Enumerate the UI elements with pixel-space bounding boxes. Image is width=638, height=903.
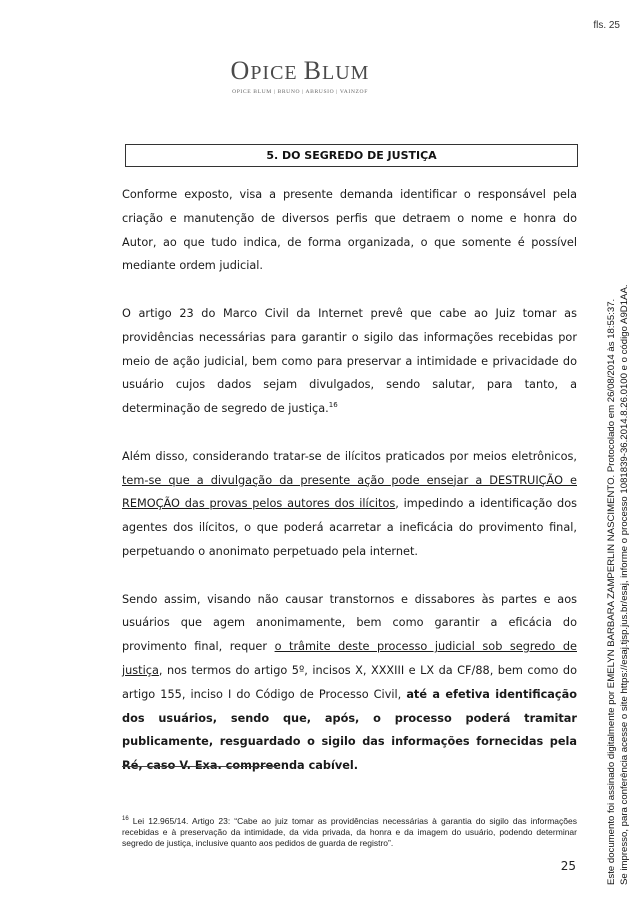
document-body: [122, 183, 577, 778]
footnote-number: 16: [122, 816, 129, 823]
bold-text: até a efetiva identificação dos usuários, sendo que, após, o processo poderá tramitar publicamente, resguardado o sigilo das informações fornecidas pela Ré, caso V. Exa. compreenda cabível.: [122, 687, 577, 773]
paragraph-3: Além disso, considerando tratar-se de ilícitos praticados por meios eletrônicos, tem-se que a divulgação da presente ação pode ensejar a DESTRUIÇÃO e REMOÇÃO das provas pelos autores dos ilícitos, impedindo a identificação dos agentes dos ilícitos, o que poderá acarretar a ineficácia do provimento final, perpetuando o anonimato perpetuado pela internet.: [122, 449, 578, 558]
signature-stamp: [605, 5, 631, 885]
page-number: 25: [560, 859, 576, 873]
firm-logo: [0, 58, 600, 95]
logo-subtitle: OPICE BLUM | BRUNO | ABRUSIO | VAINZOF: [232, 89, 368, 95]
underlined-text: o trâmite deste processo judicial sob segredo de justiça: [122, 640, 577, 677]
footnote: $^{16}$ Lei 12.965/14. Artigo 23: “Cabe ao juiz tomar as providências necessárias à garantia do sigilo das informações recebidas e à preservação da intimidade, da vida privada, da honra e da imagem do usuário, podendo determinar segredo de justiça, inclusive quanto aos pedidos de guarda de registro”.: [122, 816, 577, 848]
stamp-line-2: Se impresso, para conferência acesse o site https://esaj.tjsp.jus.br/esaj, informe o processo 1081839-36.2014.8.26.0100 e o código A9D1AA.: [619, 284, 630, 885]
paragraph-1: Conforme exposto, visa a presente demanda identificar o responsável pela criação e manutenção de diversos perfis que detraem o nome e honra do Autor, ao que tudo indica, de forma organizada, o que somente é possível mediante ordem judicial.: [122, 188, 577, 273]
footnote-ref: 16: [328, 401, 338, 410]
folio-label: fls. 25: [593, 20, 620, 31]
paragraph-4: Sendo assim, visando não causar transtornos e dissabores às partes e aos usuários que agem anonimamente, bem como garantir a eficácia do provimento final, requer o trâmite deste processo judicial sob segredo de justiça, nos termos do artigo 5º, incisos X, XXXIII e LX da CF/88, bem como do artigo 155, inciso I do Código de Processo Civil, até a efetiva identificação dos usuários, sendo que, após, o processo poderá tramitar publicamente, resguardado o sigilo das informações fornecidas pela Ré, caso V. Exa. compreenda cabível.: [122, 592, 577, 773]
underlined-text: tem-se que a divulgação da presente ação pode ensejar a DESTRUIÇÃO e REMOÇÃO das provas pelos autores dos ilícitos: [122, 473, 577, 511]
footnote-divider: [122, 766, 277, 767]
paragraph-2: O artigo 23 do Marco Civil da Internet prevê que cabe ao Juiz tomar as providências necessárias para garantir o sigilo das informações recebidas por meio de ação judicial, bem como para preservar a intimidade e privacidade do usuário cujos dados sejam divulgados, sendo salutar, para tanto, a determinação de segredo de justiça.$^{16}$: [122, 306, 577, 416]
logo-wordmark: OPICE BLUM: [230, 56, 370, 85]
section-heading: 5. DO SEGREDO DE JUSTIÇA: [125, 144, 578, 167]
stamp-line-1: Este documento foi assinado digitalmente por EMELYN BARBARA ZAMPERLIN NASCIMENTO. Protocolado em 26/08/2014 às 18:55:37.: [606, 298, 617, 885]
